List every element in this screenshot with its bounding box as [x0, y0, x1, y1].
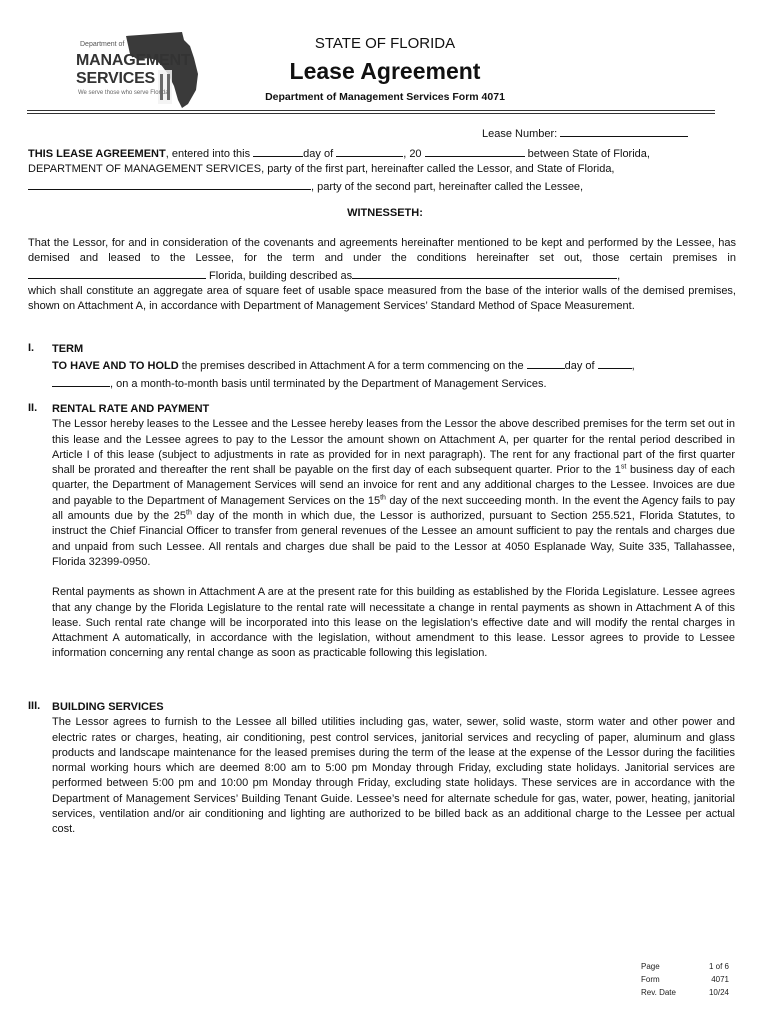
intro-lead: THIS LEASE AGREEMENT — [28, 148, 166, 160]
document-title: Lease Agreement — [289, 58, 481, 84]
section-2-number: II. — [28, 402, 38, 414]
footer-form-label: Form — [641, 975, 660, 984]
page-footer — [641, 960, 729, 999]
intro-text-2: day of — [303, 148, 337, 160]
section-2-text-d: day of the month in which due, the Lessor is authorized, pursuant to Section 255.521, Florida Statutes, to instruct the Chief Financial Officer to transfer from general revenues of the Lessee an amount sufficient to pay the rentals and charges due and unpaid from such Lessee. All rentals and charges due shall be paid to the Lessor at 4050 Esplanade Way, Suite 335, Tallahassee, Florida 32399-0950. — [52, 510, 735, 568]
section-1-term — [52, 342, 735, 392]
section-1-text-3: , — [631, 360, 635, 373]
recital-text-3: , — [617, 269, 621, 282]
intro-text-3: , 20 — [403, 148, 425, 160]
section-2-heading: RENTAL RATE AND PAYMENT — [52, 403, 210, 415]
state-heading: STATE OF FLORIDA — [314, 35, 456, 52]
recital-text-4: which shall constitute an aggregate area of square feet of usable space measured from the base of the interior walls of the demised premises, shown on Attachment A, in accordance with Department of Management Services’ Standard Method of Space Measurement. — [28, 284, 736, 313]
section-2-text-c: day of the next succeeding month. In the event the Agency fails to pay all amounts due by the 25 — [52, 494, 735, 523]
intro-paragraph — [28, 145, 736, 195]
section-1-text-4: , on a month-to-month basis until terminated by the Department of Management Services. — [110, 377, 547, 390]
witnesseth-heading: WITNESSETH: — [347, 207, 423, 219]
footer-page-label: Page — [641, 962, 660, 971]
term-year-blank[interactable] — [52, 375, 110, 387]
section-2-paragraph-2: Rental payments as shown in Attachment A are at the present rate for this building as established by the Florida Legislature. Lessee agrees that any change by the Florida Legislature to the rental rate will necessitate a change in rental payments as shown in Attachment A of this lease. Such rental rate change will be incorporated into this lease on the legislation’s effective date and will modify the rental charges in Attachment A automatically, in accordance with the legislation, without amendment to this lease. Lessor agrees to provide to Lessee information concerning any rental change as soon as practicable following this legislation. — [52, 586, 735, 660]
section-3-building-services — [52, 700, 735, 838]
day-blank[interactable] — [253, 145, 303, 157]
section-3-number: III. — [28, 700, 41, 712]
intro-text-4: between State of Florida, — [524, 148, 650, 160]
section-1-text-1: the premises described in Attachment A for a term commencing on the — [178, 360, 527, 373]
month-blank[interactable] — [336, 145, 403, 157]
lease-number-label: Lease Number: — [482, 128, 558, 140]
logo-tagline: We serve those who serve Florida — [78, 90, 169, 96]
lease-number-blank[interactable] — [560, 125, 688, 137]
superscript-st: st — [620, 463, 627, 471]
logo-department-text: Department of — [80, 41, 125, 48]
term-day-blank[interactable] — [527, 357, 565, 369]
building-blank[interactable] — [352, 267, 617, 279]
section-2-rental — [52, 402, 735, 662]
header-divider-second — [27, 113, 715, 114]
section-2-text-a: The Lessor hereby leases to the Lessee and the Lessee hereby leases from the Lessor the above described premises for the term set out in this lease and the Lessee agrees to pay to the Lessor the amount shown on Attachment A, per quarter for the rental period described in Article I of this lease (subject to adjustments in rate as provided for in next paragraph). The rent for any fractional part of the first quarter shall be prorated and thereafter the rent shall be payable on the first day of each subsequent quarter. Prior to the 1 — [52, 418, 735, 477]
term-month-blank[interactable] — [598, 357, 632, 369]
section-3-body: The Lessor agrees to furnish to the Lessee all billed utilities including gas, water, sewer, solid waste, storm water and other power and electric rates or charges, heating, air conditioning, pest control services, janitorial services and recycling of paper, aluminum and glass products and landscape maintenance for the leased premises during the term of the lease at the expense of the Lessor during the facilities normal working hours which are deemed 8:00 am to 5:00 pm Monday through Friday, excluding state holidays. Janitorial services are performed between 5:00 pm and 10:00 pm Monday through Friday, excluding state holidays. These services are in accordance with the Department of Management Services’ Building Tenant Guide. Lessee’s need for alternate schedule for gas, water, power, heating, janitorial services, ventilation and/or air conditioning and lighting are authorized to be billed back as an additional charge to the Lessee per actual cost. — [52, 716, 735, 836]
section-1-heading: TERM — [52, 343, 84, 355]
lessee-agency-blank[interactable] — [28, 178, 311, 190]
year-blank[interactable] — [425, 145, 525, 157]
section-1-number: I. — [28, 342, 35, 354]
section-1-lead: TO HAVE AND TO HOLD — [52, 360, 179, 373]
recital-paragraph — [28, 236, 736, 314]
footer-rev-label: Rev. Date — [641, 988, 676, 997]
footer-rev-value: 10/24 — [708, 988, 729, 997]
intro-text-1: , entered into this — [165, 148, 254, 160]
superscript-th: th — [380, 494, 386, 502]
recital-text-1: That the Lessor, for and in consideration of the covenants and agreements hereinafter mentioned to be kept and performed by the Lessee, has demised and leased to the Lessee, for the term and under the conditions hereinafter set out, those certain premises in — [28, 237, 736, 265]
form-subtitle: Department of Management Services Form 4071 — [265, 91, 505, 103]
recital-text-2: Florida, building described as — [206, 269, 353, 282]
city-blank[interactable] — [28, 267, 206, 279]
superscript-th-2: th — [186, 509, 192, 517]
header-divider — [27, 110, 715, 111]
lease-number — [482, 125, 688, 140]
logo-services-text: SERVICES — [76, 70, 156, 87]
section-1-text-2: day of — [564, 360, 598, 373]
section-3-heading: BUILDING SERVICES — [52, 701, 164, 713]
footer-page-value: 1 of 6 — [708, 962, 729, 971]
intro-text-5: , party of the second part, hereinafter called the Lessee, — [311, 180, 584, 193]
logo-management-text: MANAGEMENT — [76, 52, 191, 69]
intro-line-2: DEPARTMENT OF MANAGEMENT SERVICES, party of the first part, hereinafter called the Lessor, and State of Florida, — [28, 163, 615, 176]
section-2-text-b: business day of each quarter, the Department of Management Services will send an invoice for rent and any additional charges to the Lessee. Invoices are due and payable to the Department of Management Services on the 15 — [52, 464, 735, 507]
footer-form-value: 4071 — [711, 975, 729, 984]
